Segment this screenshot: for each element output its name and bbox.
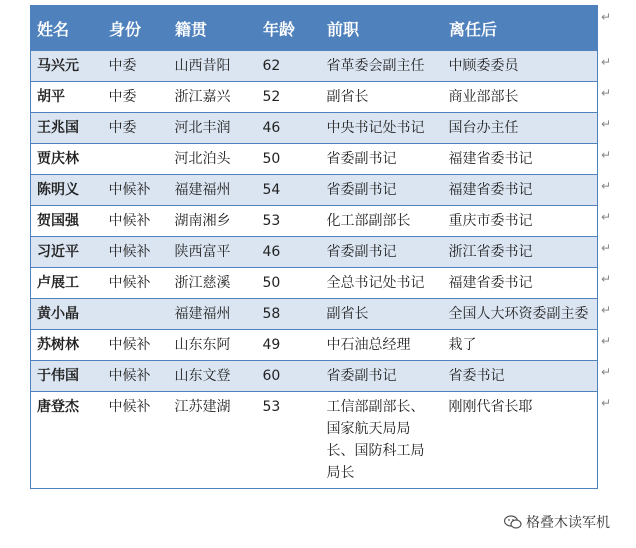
hometown-cell: 福建福州 [169, 175, 257, 206]
table-row [31, 237, 598, 268]
column-header-hometown: 籍贯 [169, 6, 257, 51]
row-end-mark: ↵ [601, 9, 612, 24]
name-cell: 苏树林 [31, 330, 103, 361]
former-post-cell: 中央书记处书记 [321, 113, 443, 144]
hometown-cell: 江苏建湖 [169, 392, 257, 489]
former-post-cell: 省委副书记 [321, 144, 443, 175]
after-leaving-cell: 浙江省委书记 [443, 237, 598, 268]
row-end-mark: ↵ [601, 54, 612, 69]
age-cell: 50 [257, 268, 321, 299]
status-cell: 中委 [103, 51, 169, 82]
row-end-mark: ↵ [601, 178, 612, 193]
table-row [31, 113, 598, 144]
age-cell: 49 [257, 330, 321, 361]
name-cell: 贾庆林 [31, 144, 103, 175]
table-row [31, 268, 598, 299]
name-cell: 于伟国 [31, 361, 103, 392]
officials-table [30, 5, 598, 489]
after-leaving-cell: 省委书记 [443, 361, 598, 392]
after-leaving-cell: 栽了 [443, 330, 598, 361]
after-leaving-cell: 福建省委书记 [443, 175, 598, 206]
name-cell: 马兴元 [31, 51, 103, 82]
former-post-cell: 省委副书记 [321, 237, 443, 268]
row-end-mark: ↵ [601, 240, 612, 255]
status-cell: 中委 [103, 82, 169, 113]
hometown-cell: 河北丰润 [169, 113, 257, 144]
hometown-cell: 湖南湘乡 [169, 206, 257, 237]
after-leaving-cell: 福建省委书记 [443, 268, 598, 299]
row-end-mark: ↵ [601, 209, 612, 224]
column-header-status: 身份 [103, 6, 169, 51]
hometown-cell: 山东文登 [169, 361, 257, 392]
age-cell: 46 [257, 237, 321, 268]
hometown-cell: 河北泊头 [169, 144, 257, 175]
row-end-mark: ↵ [601, 364, 612, 379]
status-cell: 中候补 [103, 330, 169, 361]
table-row [31, 361, 598, 392]
row-end-mark: ↵ [601, 116, 612, 131]
table-row [31, 392, 598, 489]
status-cell: 中委 [103, 113, 169, 144]
name-cell: 王兆国 [31, 113, 103, 144]
after-leaving-cell: 重庆市委书记 [443, 206, 598, 237]
after-leaving-cell: 刚刚代省长耶 [443, 392, 598, 489]
former-post-cell: 工信部副部长、国家航天局局长、国防科工局局长 [321, 392, 443, 489]
name-cell: 胡平 [31, 82, 103, 113]
status-cell: 中候补 [103, 237, 169, 268]
table-row [31, 51, 598, 82]
former-post-cell: 全总书记处书记 [321, 268, 443, 299]
hometown-cell: 浙江慈溪 [169, 268, 257, 299]
name-cell: 唐登杰 [31, 392, 103, 489]
age-cell: 52 [257, 82, 321, 113]
hometown-cell: 山东东阿 [169, 330, 257, 361]
status-cell: 中候补 [103, 361, 169, 392]
table-row [31, 144, 598, 175]
status-cell: 中候补 [103, 392, 169, 489]
table-row [31, 175, 598, 206]
former-post-cell: 化工部副部长 [321, 206, 443, 237]
column-header-former-post: 前职 [321, 6, 443, 51]
table-row [31, 206, 598, 237]
row-end-mark: ↵ [601, 395, 612, 410]
name-cell: 陈明义 [31, 175, 103, 206]
hometown-cell: 福建福州 [169, 299, 257, 330]
table-row [31, 330, 598, 361]
row-end-mark: ↵ [601, 302, 612, 317]
after-leaving-cell: 中顾委委员 [443, 51, 598, 82]
row-end-mark: ↵ [601, 147, 612, 162]
table-row [31, 299, 598, 330]
status-cell: 中候补 [103, 175, 169, 206]
age-cell: 54 [257, 175, 321, 206]
after-leaving-cell: 商业部部长 [443, 82, 598, 113]
name-cell: 卢展工 [31, 268, 103, 299]
status-cell: 中候补 [103, 206, 169, 237]
column-header-after-leaving: 离任后 [443, 6, 598, 51]
former-post-cell: 省委副书记 [321, 361, 443, 392]
after-leaving-cell: 全国人大环资委副主委 [443, 299, 598, 330]
table-header-row [31, 6, 598, 51]
after-leaving-cell: 福建省委书记 [443, 144, 598, 175]
status-cell [103, 299, 169, 330]
hometown-cell: 山西昔阳 [169, 51, 257, 82]
name-cell: 贺国强 [31, 206, 103, 237]
row-end-mark: ↵ [601, 333, 612, 348]
age-cell: 53 [257, 392, 321, 489]
watermark [504, 512, 610, 532]
status-cell [103, 144, 169, 175]
age-cell: 53 [257, 206, 321, 237]
watermark-text: 格叠木读军机 [526, 515, 610, 531]
column-header-age: 年龄 [257, 6, 321, 51]
row-end-mark: ↵ [601, 85, 612, 100]
age-cell: 50 [257, 144, 321, 175]
age-cell: 60 [257, 361, 321, 392]
former-post-cell: 省革委会副主任 [321, 51, 443, 82]
former-post-cell: 副省长 [321, 299, 443, 330]
name-cell: 习近平 [31, 237, 103, 268]
age-cell: 58 [257, 299, 321, 330]
former-post-cell: 副省长 [321, 82, 443, 113]
column-header-name: 姓名 [31, 6, 103, 51]
former-post-cell: 中石油总经理 [321, 330, 443, 361]
wechat-icon [504, 515, 522, 529]
table-row [31, 82, 598, 113]
row-end-mark: ↵ [601, 271, 612, 286]
former-post-cell: 省委副书记 [321, 175, 443, 206]
after-leaving-cell: 国台办主任 [443, 113, 598, 144]
age-cell: 62 [257, 51, 321, 82]
name-cell: 黄小晶 [31, 299, 103, 330]
hometown-cell: 浙江嘉兴 [169, 82, 257, 113]
age-cell: 46 [257, 113, 321, 144]
status-cell: 中候补 [103, 268, 169, 299]
hometown-cell: 陕西富平 [169, 237, 257, 268]
